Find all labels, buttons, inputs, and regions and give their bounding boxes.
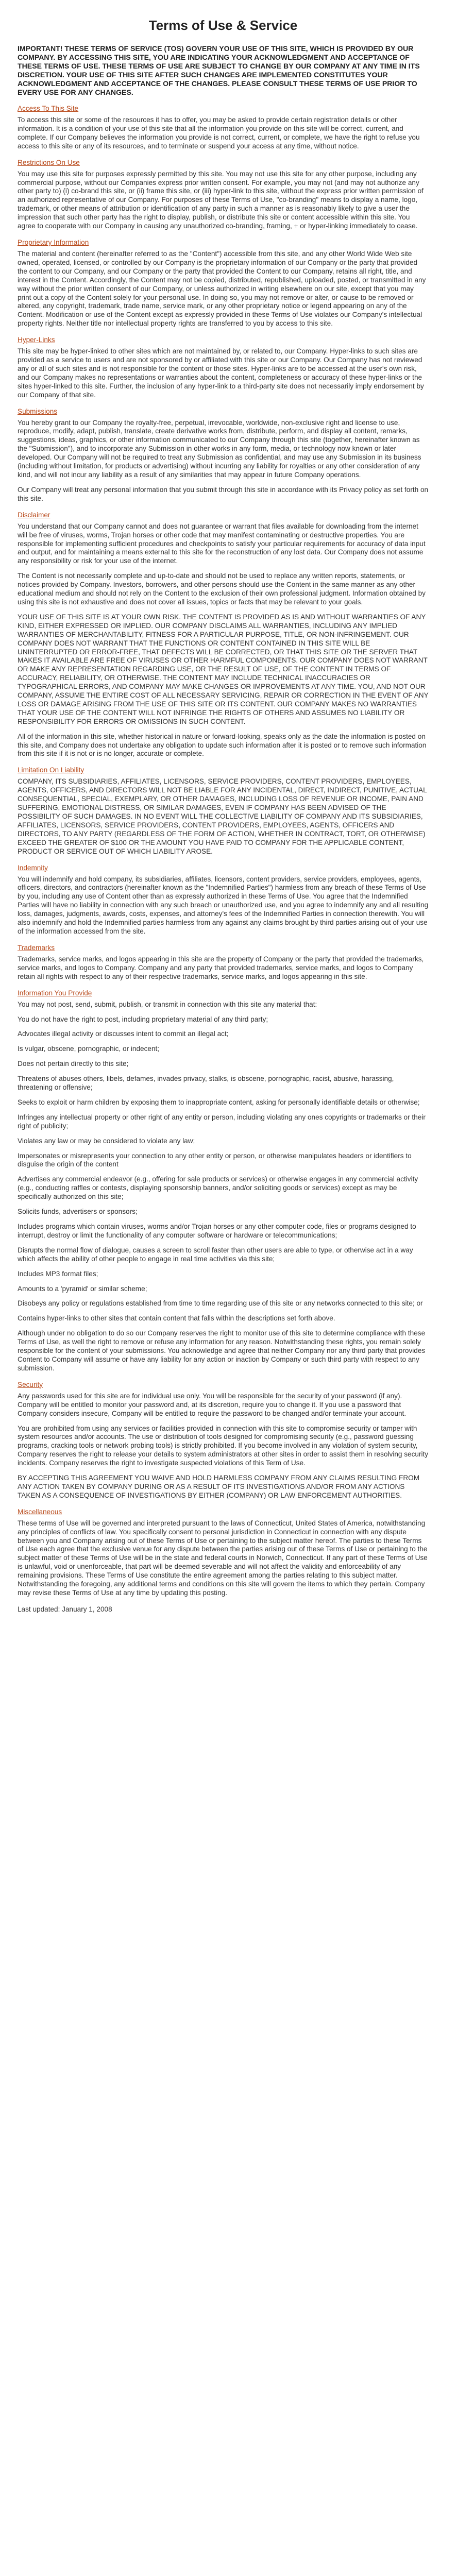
section-heading: Indemnity [18, 863, 48, 872]
section-disclaimer [18, 511, 429, 759]
section-paragraph: Contains hyper-links to other sites that contain content that falls within the descriptions set forth above. [18, 1314, 335, 1323]
section-heading: Restrictions On Use [18, 158, 80, 166]
section-heading: Submissions [18, 407, 58, 415]
section-paragraph: You may not post, send, submit, publish, or transmit in connection with this site any material that: [18, 1000, 317, 1008]
terms-sections [18, 104, 429, 1598]
section-indemnity [18, 863, 429, 936]
section-restrictions-on-use [18, 158, 429, 231]
section-paragraph: You hereby grant to our Company the royalty-free, perpetual, irrevocable, worldwide, non-exclusive right and license to use, reproduce, modify, adapt, publish, translate, create derivative works from, distribute, perform, and display all content, remarks, suggestions, ideas, graphics, or other information communicated to our Company through this site (together, hereinafter known as the "Submission"), and to incorporate any Submission in other works in any form, media, or technology now known or later developed. Our Company will not be required to treat any Submission as confidential, and may use any Submission in its business (including without limitation, for products or advertising) without incurring any liability for royalties or any other consideration of any kind, and will not incur any liability as a result of any similarities that may appear in future Company operations. [18, 418, 421, 479]
section-paragraph: Trademarks, service marks, and logos appearing in this site are the property of Company or the party that provided the trademarks, service marks, and logos to Company. Company and any party that provided trademarks, service marks, and logos to Company retain all rights with respect to any of their respective trademarks, service marks, and logos appearing in this site. [18, 955, 424, 980]
section-paragraph: Seeks to exploit or harm children by exposing them to inappropriate content, asking for personally identifiable details or otherwise; [18, 1098, 420, 1106]
section-paragraph: You understand that our Company cannot and does not guarantee or warrant that files available for downloading from the internet will be free of viruses, worms, Trojan horses or other code that may manifest contaminating or destructive properties. You are responsible for implementing sufficient procedures and checkpoints to satisfy your particular requirements for accuracy of data input and output, and for maintaining a means external to this site for the reconstruction of any lost data. Our Company does not assume any responsibility or risk for your use of the internet. [18, 522, 426, 565]
section-information-you-provide [18, 989, 429, 1373]
section-security [18, 1380, 429, 1500]
section-paragraph: Although under no obligation to do so our Company reserves the right to monitor use of this site to determine compliance with these Terms of Use, as well the right to remove or refuse any information for any reason. Notwithstanding these rights, you remain solely responsible for the content of your submissions. You acknowledge and agree that neither Company nor any third party that provides Content to Company will assume or have any liability for any action or inaction by Company or such third party with respect to any submission. [18, 1329, 426, 1372]
section-paragraph: Includes MP3 format files; [18, 1269, 98, 1278]
section-limitation-on-liability [18, 766, 429, 856]
section-paragraph: You may use this site for purposes expressly permitted by this site. You may not use this site for any other purpose, including any commercial purpose, without our Companies express prior written consent. For example, you may not (and may not authorize any other party to) (i) co-brand this site, or (ii) frame this site, or (iii) hyper-link to this site, without the express prior written permission of an authorized representative of our Company. For purposes of these Terms of Use, "co-branding" means to display a name, logo, trademark, or other means of attribution or identification of any party in such a manner as is reasonably likely to give a user the impression that such other party has the right to display, publish, or distribute this site or content accessible within this site. You agree to cooperate with our Company in causing any unauthorized co-branding, framing, + or hyper-linking immediately to cease. [18, 170, 424, 230]
section-paragraph: Any passwords used for this site are for individual use only. You will be responsible for the security of your password (if any). Company will be entitled to monitor your password and, at its discretion, require you to change it. If you use a password that Company considers insecure, Company will be entitled to require the password to be changed and/or terminate your account. [18, 1392, 407, 1417]
section-heading: Trademarks [18, 943, 55, 952]
section-heading: Proprietary Information [18, 238, 89, 246]
section-paragraph: Advocates illegal activity or discusses intent to commit an illegal act; [18, 1030, 229, 1038]
section-paragraph: Impersonates or misrepresents your connection to any other entity or person, or otherwise manipulates headers or identifiers to disguise the origin of the content [18, 1151, 412, 1168]
section-heading: Access To This Site [18, 105, 79, 112]
section-paragraph: COMPANY, ITS SUBSIDIARIES, AFFILIATES, LICENSORS, SERVICE PROVIDERS, CONTENT PROVIDERS, EMPLOYEES, AGENTS, OFFICERS, AND DIRECTORS WILL NOT BE LIABLE FOR ANY INCIDENTAL, DIRECT, INDIRECT, PUNITIVE, ACTUAL CONSEQUENTIAL, SPECIAL, EXEMPLARY, OR OTHER DAMAGES, INCLUDING LOSS OF REVENUE OR INCOME, PAIN AND SUFFERING, EMOTIONAL DISTRESS, OR SIMILAR DAMAGES, EVEN IF COMPANY HAS BEEN ADVISED OF THE POSSIBILITY OF SUCH DAMAGES. IN NO EVENT WILL THE COLLECTIVE LIABILITY OF COMPANY AND ITS SUBSIDIARIES, AFFILIATES, LICENSORS, SERVICE PROVIDERS, CONTENT PROVIDERS, EMPLOYEES, AGENTS, OFFICERS AND DIRECTORS, TO ANY PARTY (REGARDLESS OF THE FORM OF ACTION, WHETHER IN CONTRACT, TORT, OR OTHERWISE) EXCEED THE GREATER OF $100 OR THE AMOUNT YOU HAVE PAID TO COMPANY FOR THE APPLICABLE CONTENT, PRODUCT OR SERVICE OUT OF WHICH LIABILITY AROSE. [18, 777, 427, 855]
last-updated: Last updated: January 1, 2008 [18, 1605, 112, 1613]
section-paragraph: Includes programs which contain viruses, worms and/or Trojan horses or any other computer code, files or programs designed to interrupt, destroy or limit the functionality of any computer software or hardware or telecommunications; [18, 1223, 416, 1239]
section-hyper-links [18, 335, 429, 399]
section-paragraph: YOUR USE OF THIS SITE IS AT YOUR OWN RISK. THE CONTENT IS PROVIDED AS IS AND WITHOUT WARRANTIES OF ANY KIND, EITHER EXPRESSED OR IMPLIED. OUR COMPANY DISCLAIMS ALL WARRANTIES, INCLUDING ANY IMPLIED WARRANTIES OF MERCHANTABILITY, FITNESS FOR A PARTICULAR PURPOSE, TITLE, OR NON-INFRINGEMENT. OUR COMPANY DOES NOT WARRANT THAT THE FUNCTIONS OR CONTENT CONTAINED IN THIS SITE WILL BE UNINTERRUPTED OR ERROR-FREE, THAT DEFECTS WILL BE CORRECTED, OR THAT THIS SITE OR THE SERVER THAT MAKES IT AVAILABLE ARE FREE OF VIRUSES OR OTHER HARMFUL COMPONENTS. OUR COMPANY DOES NOT WARRANT OR MAKE ANY REPRESENTATION REGARDING USE, OR THE RESULT OF USE, OF THE CONTENT IN TERMS OF ACCURACY, RELIABILITY, OR OTHERWISE. THE CONTENT MAY INCLUDE TECHNICAL INACCURACIES OR TYPOGRAPHICAL ERRORS, AND COMPANY MAY MAKE CHANGES OR IMPROVEMENTS AT ANY TIME. YOU, AND NOT OUR COMPANY, ASSUME THE ENTIRE COST OF ALL NECESSARY SERVICING, REPAIR OR CORRECTION IN THE EVENT OF ANY LOSS OR DAMAGE ARISING FROM THE USE OF THIS SITE OR ITS CONTENT. OUR COMPANY MAKES NO WARRANTIES THAT YOUR USE OF THE CONTENT WILL NOT INFRINGE THE RIGHTS OF OTHERS AND ASSUMES NO LIABILITY OR RESPONSIBILITY FOR ERRORS OR OMISSIONS IN SUCH CONTENT. [18, 613, 429, 725]
section-paragraph: Violates any law or may be considered to violate any law; [18, 1137, 195, 1145]
section-paragraph: Disobeys any policy or regulations established from time to time regarding use of this site or any networks connected to this site; or [18, 1299, 423, 1308]
section-paragraph: This site may be hyper-linked to other sites which are not maintained by, or related to, our Company. Hyper-links to such sites are provided as a service to users and are not sponsored by or affiliated with this site or our Company. Our Company has not reviewed any or all of such sites and is not responsible for the content or those sites. Hyper-links are to be accessed at the user's own risk, and our Company makes no representations or warranties about the content, completeness or accuracy of these hyper-links or the sites hyper-linked to this site. Further, the inclusion of any hyper-link to a third-party site does not necessarily imply endorsement by our Company of that site. [18, 347, 424, 399]
section-paragraph: Advertises any commercial endeavor (e.g., offering for sale products or services) or otherwise engages in any commercial activity (e.g., conducting raffles or contests, displaying sponsorship banners, and/or soliciting goods or services) except as may be specifically authorized on this site; [18, 1175, 418, 1201]
section-paragraph: All of the information in this site, whether historical in nature or forward-looking, speaks only as the date the information is posted on this site, and Company does not undertake any obligation to update such information after it is posted or to remove such information from this site if it is not or is no longer, accurate or complete. [18, 732, 427, 758]
section-miscellaneous [18, 1507, 429, 1598]
section-submissions [18, 407, 429, 503]
section-paragraph: You do not have the right to post, including proprietary material of any third party; [18, 1015, 268, 1023]
section-proprietary-information [18, 238, 429, 328]
section-paragraph: Threatens of abuses others, libels, defames, invades privacy, stalks, is obscene, pornographic, racist, abusive, harassing, threatening or offensive; [18, 1075, 394, 1092]
section-heading: Security [18, 1380, 43, 1388]
section-paragraph: Solicits funds, advertisers or sponsors; [18, 1208, 138, 1216]
section-paragraph: These terms of Use will be governed and interpreted pursuant to the laws of Connecticut, United States of America, notwithstanding any principles of conflicts of law. You specifically consent to personal jurisdiction in Connecticut in connection with any dispute between you and Company arising out of these Terms of Use or pertaining to the subject matter hereof. The parties to these Terms of Use each agree that the exclusive venue for any dispute between the parties arising out of these Terms of Use or pertaining to the subject matter of these Terms of Use will be in the state and federal courts in Norwich, Connecticut. If any part of these Terms of Use is unlawful, void or unenforceable, that part will be deemed severable and will not affect the validity and enforceability of any remaining provisions. These Terms of Use constitute the entire agreement among the parties relating to this subject matter. Notwithstanding the foregoing, any additional terms and conditions on this site will govern the items to which they pertain. Company may revise these Terms of Use at any time by updating this posting. [18, 1519, 428, 1597]
section-trademarks [18, 943, 429, 981]
section-paragraph: The material and content (hereinafter referred to as the "Content") accessible from this site, and any other World Wide Web site owned, operated, licensed, or controlled by our Company is the proprietary information of our Company or the party that provided the content to our Company, and our Company or the party that provided the Content to our Company, retains all right, title, and interest in the Content. Accordingly, the Content may not be copied, distributed, republished, uploaded, posted, or transmitted in any way without the prior written consent of our Company, or unless authorized in writing elsewhere on our site, except that you may print out a copy of the Content solely for your personal use. In doing so, you may not remove or alter, or cause to be removed or altered, any copyright, trademark, trade name, service mark, or any other proprietary notice or legend appearing on any of the Content. Modification or use of the Content except as expressly provided in these Terms of Use violates our Company's intellectual property rights. Neither title nor intellectual property rights are transferred to you by access to this site. [18, 249, 426, 328]
section-paragraph: Disrupts the normal flow of dialogue, causes a screen to scroll faster than other users are able to type, or otherwise act in a way which affects the ability of other people to engage in real time activities via this site; [18, 1246, 413, 1263]
section-paragraph: To access this site or some of the resources it has to offer, you may be asked to provide certain registration details or other information. It is a condition of your use of this site that all the information you provide on this site will be correct, current, and complete. If our Company believes the information you provide is not correct, current, or complete, we have the right to refuse you access to this site or any of its resources, and to terminate or suspend your access at any time, without notice. [18, 116, 420, 150]
section-heading: Hyper-Links [18, 336, 55, 344]
intro-notice: IMPORTANT! THESE TERMS OF SERVICE (TOS) GOVERN YOUR USE OF THIS SITE, WHICH IS PROVIDED BY OUR COMPANY. BY ACCESSING THIS SITE, YOU ARE INDICATING YOUR ACKNOWLEDGMENT AND ACCEPTANCE OF THESE TERMS OF USE. THESE TERMS OF USE ARE SUBJECT TO CHANGE BY OUR COMPANY AT ANY TIME IN ITS DISCRETION. YOUR USE OF THIS SITE AFTER SUCH CHANGES ARE IMPLEMENTED CONSTITUTES YOUR ACKNOWLEDGMENT AND ACCEPTANCE OF THE CHANGES. PLEASE CONSULT THESE TERMS OF USE PRIOR TO EVERY USE FOR ANY CHANGES. [18, 44, 420, 96]
section-paragraph: BY ACCEPTING THIS AGREEMENT YOU WAIVE AND HOLD HARMLESS COMPANY FROM ANY CLAIMS RESULTING FROM ANY ACTION TAKEN BY COMPANY DURING OR AS A RESULT OF ITS INVESTIGATIONS AND/OR FROM ANY ACTIONS TAKEN AS A CONSEQUENCE OF INVESTIGATIONS BY EITHER (COMPANY) OR LAW ENFORCEMENT AUTHORITIES. [18, 1474, 420, 1499]
section-paragraph: Does not pertain directly to this site; [18, 1060, 129, 1068]
section-access-to-this-site [18, 104, 429, 151]
section-paragraph: The Content is not necessarily complete and up-to-date and should not be used to replace any written reports, statements, or notices provided by Company. Investors, borrowers, and other persons should use the Content in the same manner as any other educational medium and should not rely on the Content to the exclusion of their own professional judgment. Information obtained by using this site is not exhaustive and does not cover all issues, topics or facts that may be relevant to your goals. [18, 572, 426, 606]
section-heading: Disclaimer [18, 511, 50, 519]
section-paragraph: You will indemnify and hold company, its subsidiaries, affiliates, licensors, content providers, service providers, employees, agents, officers, directors, and contractors (hereinafter known as the "Indemnified Parties") harmless from any breach of these Terms of Use by you, including any use of Content other than as expressly authorized in these Terms of Use. You agree that the Indemnified Parties will have no liability in connection with any such breach or unauthorized use, and you agree to indemnify any and all resulting loss, damages, judgments, awards, costs, expenses, and attorney's fees of the Indemnified Parties in connection therewith. You will also indemnify and hold the Indemnified parties harmless from any against any claims brought by third parties arising out of your use of the information accessed from the site. [18, 875, 429, 935]
section-paragraph: You are prohibited from using any services or facilities provided in connection with this site to compromise security or tamper with system resources and/or accounts. The use or distribution of tools designed for compromising security (e.g., password guessing programs, cracking tools or network probing tools) is strictly prohibited. If you become involved in any violation of system security, Company reserves the right to release your details to system administrators at other sites in order to assist them in resolving security incidents. Company reserves the right to investigate suspected violations of this Term of Use. [18, 1424, 429, 1467]
section-paragraph: Amounts to a 'pyramid' or similar scheme; [18, 1284, 147, 1293]
section-paragraph: Is vulgar, obscene, pornographic, or indecent; [18, 1045, 160, 1053]
page-title: Terms of Use & Service [148, 18, 298, 33]
section-paragraph: Our Company will treat any personal information that you submit through this site in accordance with its Privacy policy as set forth on this site. [18, 485, 429, 502]
section-heading: Information You Provide [18, 989, 92, 997]
section-paragraph: Infringes any intellectual property or other right of any entity or person, including violating any ones copyrights or trademarks or their right of publicity; [18, 1113, 426, 1130]
section-heading: Limitation On Liability [18, 766, 84, 774]
section-heading: Miscellaneous [18, 1507, 62, 1516]
